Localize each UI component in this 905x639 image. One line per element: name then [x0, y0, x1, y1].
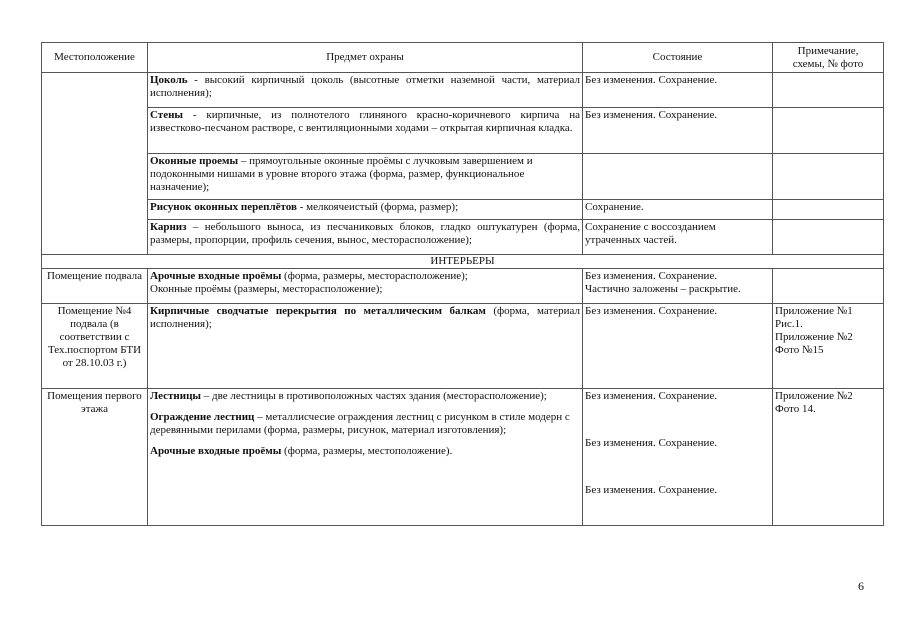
subject-term: Ограждение лестниц — [150, 411, 255, 423]
subject-term: Цоколь — [150, 74, 188, 86]
stairs-state: Без изменения. Сохранение. — [585, 390, 718, 402]
note-line3: Приложение №2 — [775, 331, 853, 343]
header-note-line2: схемы, № фото — [792, 57, 864, 70]
note-cell — [773, 304, 884, 389]
state-cell: Без изменения. Сохранение. — [583, 304, 773, 389]
note-cell — [773, 389, 884, 526]
subject-cell — [148, 200, 583, 220]
note-line1: Приложение №1 — [775, 305, 853, 317]
subject-text: (форма, материал исполнения); — [150, 305, 580, 330]
subject-cell — [148, 389, 583, 526]
note-line2: Фото 14. — [775, 403, 816, 415]
state-line2: Частично заложены – раскрытие. — [585, 283, 741, 295]
table-row — [42, 73, 884, 108]
note-cell — [773, 269, 884, 304]
table-row — [42, 108, 884, 154]
note-line2: Рис.1. — [775, 318, 803, 330]
state-cell — [583, 269, 773, 304]
table-row — [42, 200, 884, 220]
arch-state: Без изменения. Сохранение. — [585, 484, 718, 496]
note-cell — [773, 220, 884, 255]
state-cell: Сохранение с воссозданием утраченных частей. — [583, 220, 773, 255]
subject-text: – две лестницы в противоположных частях здания (месторасположение); — [201, 390, 547, 402]
empty-location-cell — [42, 73, 148, 255]
arch-item — [150, 445, 580, 458]
location-cell: Помещения первого этажа — [42, 389, 148, 526]
note-line1: Приложение №2 — [775, 390, 853, 402]
state-cell: Сохранение. — [583, 200, 773, 220]
subject-text: - высокий кирпичный цоколь (высотные отметки наземной части, материал исполнения); — [150, 74, 580, 99]
note-line4: Фото №15 — [775, 344, 824, 356]
subject-term: Лестницы — [150, 390, 202, 402]
table-row — [42, 269, 884, 304]
subject-text: – металлисчесие ограждения лестниц с рисунком в стиле модерн с деревянными перилами (форма, размеры, рисунок, материал изготовления); — [150, 411, 570, 436]
subject-text: - мелкоячеистый (форма, размер); — [296, 201, 459, 213]
state-cell: Без изменения. Сохранение. — [583, 73, 773, 108]
note-cell — [773, 200, 884, 220]
subject-term: Стены — [150, 109, 184, 121]
state-line1: Без изменения. Сохранение. — [585, 270, 718, 282]
protection-table — [41, 42, 884, 526]
table-row — [42, 304, 884, 389]
header-subject: Предмет охраны — [148, 43, 583, 73]
subject-text: – прямоугольные оконные проёмы с лучковым завершением и подоконными нишами в уровне второго этажа (форма, размер, функциональное назначение); — [150, 155, 533, 193]
note-cell — [773, 73, 884, 108]
fence-state: Без изменения. Сохранение. — [585, 437, 718, 449]
stairs-item — [150, 390, 580, 403]
subject-cell — [148, 108, 583, 154]
subject-text: - кирпичные, из полнотелого глиняного красно-коричневого кирпича на известково-песчаном растворе, с вентиляционными ходами – открытая кирпичная кладка. — [150, 109, 580, 134]
fence-item — [150, 411, 580, 437]
subject-cell — [148, 220, 583, 255]
subject-term: Оконные проемы — [150, 155, 239, 167]
subject-term: Арочные входные проёмы — [150, 270, 282, 282]
note-cell — [773, 108, 884, 154]
state-cell: Без изменения. Сохранение. — [583, 108, 773, 154]
location-cell: Помещение №4 подвала (в соответствии с Тех.поспортом БТИ от 28.10.03 г.) — [42, 304, 148, 389]
table-row — [42, 220, 884, 255]
header-note — [773, 43, 884, 73]
subject-cell — [148, 154, 583, 200]
header-location: Местоположение — [42, 43, 148, 73]
section-title: ИНТЕРЬЕРЫ — [42, 255, 884, 269]
location-cell: Помещение подвала — [42, 269, 148, 304]
subject-term: Рисунок оконных переплётов — [150, 201, 297, 213]
table-header-row — [42, 43, 884, 73]
subject-text: (форма, размеры, месторасположение); — [281, 270, 468, 282]
subject-term: Карниз — [150, 221, 187, 233]
header-note-line1: Примечание, — [797, 44, 859, 57]
subject-term: Кирпичные сводчатые перекрытия по металлическим балкам — [150, 305, 486, 317]
state-cell — [583, 389, 773, 526]
subject-cell — [148, 304, 583, 389]
note-cell — [773, 154, 884, 200]
header-state: Состояние — [583, 43, 773, 73]
subject-cell — [148, 269, 583, 304]
subject-text-line2: Оконные проёмы (размеры, месторасположение); — [150, 283, 383, 295]
subject-term: Арочные входные проёмы — [150, 445, 282, 457]
subject-text: (форма, размеры, местоположение). — [281, 445, 453, 457]
page-number: 6 — [858, 579, 864, 593]
subject-cell — [148, 73, 583, 108]
table-row — [42, 389, 884, 526]
table-row — [42, 154, 884, 200]
state-cell — [583, 154, 773, 200]
subject-text: – небольшого выноса, из песчаниковых блоков, гладко оштукатурен (форма, размеры, пропорции, профиль сечения, вынос, месторасположение); — [150, 221, 580, 246]
section-row — [42, 255, 884, 269]
